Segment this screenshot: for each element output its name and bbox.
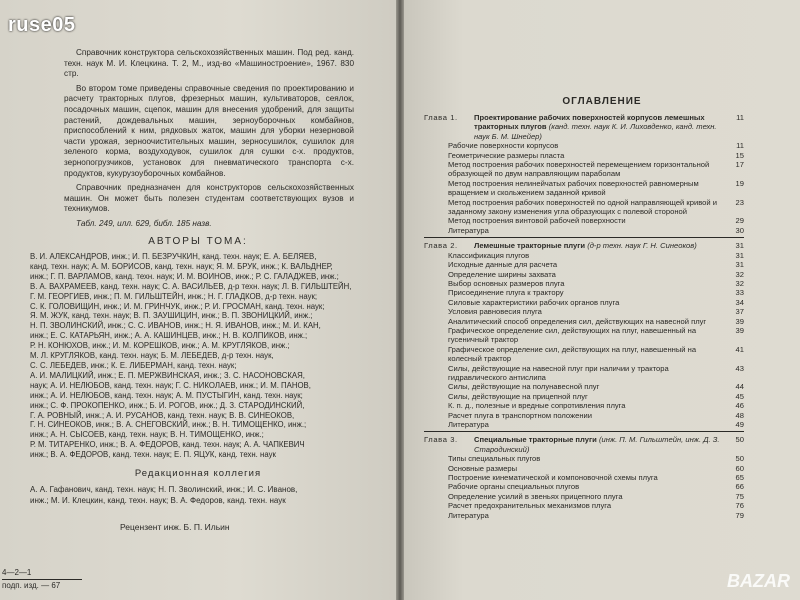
author-line: Я. М. ЖУК, канд. техн. наук; В. П. ЗАУШИЦИН, инж.; В. П. ЗВОНИЦКИЙ, инж.; bbox=[30, 311, 313, 321]
chapter-title: Проектирование рабочих поверхностей корпусов лемешных тракторных плугов bbox=[474, 113, 705, 132]
toc-item-page: 34 bbox=[735, 297, 744, 307]
toc-item-title: Силы, действующие на прицепной плуг bbox=[448, 391, 588, 401]
editorial-line: А. А. Гафанович, канд. техн. наук; Н. П. Зволинский, инж.; И. С. Иванов, bbox=[30, 485, 298, 494]
chapter-title-wrap bbox=[474, 113, 728, 141]
chapter-title: Специальные тракторные плуги bbox=[474, 435, 597, 445]
publication-code bbox=[2, 568, 82, 591]
toc-item bbox=[424, 260, 744, 269]
author-line: А. И. МАЛИЦКИЙ, инж.; Е. П. МЕРЖВИНСКАЯ, инж.; З. С. НАСОНОВСКАЯ, bbox=[30, 370, 305, 380]
toc-item bbox=[424, 501, 744, 510]
author-line: наук; А. И. НЕЛЮБОВ, канд. техн. наук; Г. С. НИКОЛАЕВ, инж.; И. М. ПАНОВ, bbox=[30, 380, 311, 390]
toc-item bbox=[424, 454, 744, 463]
toc-item-page: 46 bbox=[735, 401, 744, 411]
chapter-title: Лемешные тракторные плуги bbox=[474, 241, 586, 251]
abstract bbox=[64, 48, 354, 234]
chapter-heading bbox=[424, 241, 744, 250]
toc-item-title: Графическое определение сил, действующих на плуг, навешенный на гусеничный трактор bbox=[448, 325, 697, 345]
toc-item bbox=[424, 216, 744, 225]
table-of-contents bbox=[424, 110, 744, 520]
chapter-title-wrap bbox=[474, 435, 728, 454]
author-line: инж.; В. А. ФЕДОРОВ, канд. техн. наук; Е. П. ЯЦУК, канд. техн. наук bbox=[30, 450, 276, 460]
toc-item-page: 60 bbox=[735, 463, 744, 473]
toc-item-title: Определение ширины захвата bbox=[448, 269, 556, 279]
toc-item-page: 79 bbox=[735, 510, 744, 520]
author-line: С. К. ГОЛОВИЩИН, инж.; И. М. ГРИНЧУК, инж.; Р. И. ГРОСМАН, канд. техн. наук; bbox=[30, 301, 325, 311]
chapter-title-wrap bbox=[474, 241, 728, 250]
pubcode-line: 4—2—1 bbox=[2, 568, 32, 577]
toc-chapter bbox=[424, 241, 744, 429]
toc-item-title: Присоединение плуга к трактору bbox=[448, 288, 564, 298]
toc-item bbox=[424, 317, 744, 326]
toc-item-title: Классификация плугов bbox=[448, 250, 530, 260]
authors-title: АВТОРЫ ТОМА: bbox=[148, 236, 248, 247]
toc-item bbox=[424, 382, 744, 391]
toc-item-title: Рабочие поверхности корпусов bbox=[448, 141, 559, 151]
bibliographic-entry: Справочник конструктора сельскохозяйственных машин. Под ред. канд. техн. наук М. И. Клецкина. Т. 2, М., изд-во «Машиностроение», 1967. 830 стр. bbox=[64, 48, 354, 79]
watermark: ruse05 bbox=[8, 14, 76, 36]
toc-item-title: Расчет плуга в транспортном положении bbox=[448, 410, 593, 420]
toc-item-page: 76 bbox=[735, 501, 744, 511]
chapter-heading bbox=[424, 113, 744, 141]
author-line: инж.; С. Ф. ПРОКОПЕНКО, инж.; Б. И. РОГОВ, инж.; Д. З. СТАРОДИНСКИЙ, bbox=[30, 400, 305, 410]
author-line: Г. М. ГЕОРГИЕВ, инж.; П. М. ГИЛЬШТЕЙН, инж.; Н. Г. ГЛАДКОВ, д-р техн. наук; bbox=[30, 291, 318, 301]
toc-item-title: Литература bbox=[448, 420, 489, 429]
toc-item-title: Метод построения винтовой рабочей поверхности bbox=[448, 216, 626, 226]
toc-item-page: 43 bbox=[735, 363, 744, 373]
toc-item-title: Рабочие органы специальных плугов bbox=[448, 482, 580, 492]
toc-item bbox=[424, 411, 744, 420]
author-line: инж.; А. Н. СЫСОЕВ, канд. техн. наук; В. Н. ТИМОЩЕНКО, инж.; bbox=[30, 430, 264, 440]
toc-item bbox=[424, 151, 744, 160]
toc-item bbox=[424, 141, 744, 150]
author-line: М. Л. КРУГЛЯКОВ, канд. техн. наук; Б. М. ЛЕБЕДЕВ, д-р техн. наук, bbox=[30, 351, 274, 361]
toc-item bbox=[424, 270, 744, 279]
toc-item-page: 44 bbox=[735, 382, 744, 392]
toc-item-page: 33 bbox=[735, 288, 744, 298]
toc-item bbox=[424, 492, 744, 501]
toc-item bbox=[424, 226, 744, 235]
editorial-line: инж.; М. И. Клецкин, канд. техн. наук; В. А. Федоров, канд. техн. наук bbox=[30, 496, 286, 505]
author-line: инж.; А. И. НЕЛЮБОВ, канд. техн. наук; А. М. ПУСТЫГИН, канд. техн. наук; bbox=[30, 390, 303, 400]
toc-item bbox=[424, 179, 744, 198]
toc-item-page: 31 bbox=[735, 250, 744, 260]
toc-item-page: 41 bbox=[735, 344, 744, 354]
toc-item-title: Основные размеры bbox=[448, 463, 518, 473]
book-spine bbox=[396, 0, 404, 600]
toc-item-title: Метод построения рабочих поверхностей перемещением горизонтальной образующей по двум направляющим параболам bbox=[448, 160, 710, 179]
toc-item-title: Метод построения рабочих поверхностей по одной направляющей кривой и заданному закону изменения угла образующих с полевой стороной bbox=[448, 197, 717, 217]
author-line: С. С. ЛЕБЕДЕВ, инж.; К. Е. ЛИБЕРМАН, канд. техн. наук; bbox=[30, 360, 237, 370]
reviewer: Рецензент инж. Б. П. Ильин bbox=[120, 522, 230, 532]
toc-item-title: Условия равновесия плуга bbox=[448, 307, 542, 317]
toc-chapter bbox=[424, 435, 744, 520]
chapter-label: Глава 3. bbox=[424, 435, 458, 445]
toc-item-page: 29 bbox=[735, 216, 744, 226]
toc-item-page: 49 bbox=[735, 420, 744, 429]
toc-item bbox=[424, 364, 744, 383]
toc-item bbox=[424, 298, 744, 307]
toc-item-title: Графическое определение сил, действующих на плуг, навешенный на колесный трактор bbox=[448, 344, 697, 364]
toc-item-title: Литература bbox=[448, 510, 489, 520]
toc-divider bbox=[424, 431, 744, 432]
toc-item-title: Построение кинематической и компоновочной схемы плуга bbox=[448, 473, 658, 483]
marketplace-logo: BAZAR bbox=[727, 571, 790, 591]
toc-item-page: 32 bbox=[735, 269, 744, 279]
toc-item-page: 19 bbox=[735, 178, 744, 188]
toc-item-page: 65 bbox=[735, 473, 744, 483]
toc-item-title: К. п. д., полезные и вредные сопротивления плуга bbox=[448, 401, 626, 411]
chapter-authors: (канд. техн. наук К. И. Лиховденко, канд. техн. наук Б. М. Шнейер) bbox=[474, 122, 717, 141]
toc-item bbox=[424, 473, 744, 482]
toc-item-title: Выбор основных размеров плуга bbox=[448, 278, 565, 288]
toc-item bbox=[424, 160, 744, 179]
toc-item-page: 48 bbox=[735, 410, 744, 420]
toc-item-page: 39 bbox=[735, 325, 744, 335]
editorial-board bbox=[30, 484, 370, 506]
author-line: Г. А. РОВНЫЙ, инж.; А. И. РУСАНОВ, канд. техн. наук; В. В. СИНЕОКОВ, bbox=[30, 410, 295, 420]
pubcode-rule bbox=[2, 579, 82, 580]
toc-item bbox=[424, 464, 744, 473]
toc-item bbox=[424, 345, 744, 364]
audience-paragraph: Справочник предназначен для конструкторов сельскохозяйственных машин. Он может быть полезен студентам соответствующих вузов и техникумов. bbox=[64, 183, 354, 214]
toc-item-title: Аналитический способ определения сил, действующих на навесной плуг bbox=[448, 316, 707, 326]
toc-item-title: Геометрические размеры пласта bbox=[448, 150, 565, 160]
editorial-title: Редакционная коллегия bbox=[134, 468, 262, 479]
chapter-authors: (инж. П. М. Гильштейн, инж. Д. З. Стародинский) bbox=[474, 435, 720, 454]
toc-item-title: Исходные данные для расчета bbox=[448, 260, 558, 270]
toc-item-title: Типы специальных плугов bbox=[448, 454, 541, 464]
toc-item-title: Расчет предохранительных механизмов плуга bbox=[448, 501, 612, 511]
volume-stats: Табл. 249, илл. 629, библ. 185 назв. bbox=[76, 218, 212, 228]
toc-item-page: 37 bbox=[735, 307, 744, 317]
toc-item bbox=[424, 251, 744, 260]
toc-item-page: 32 bbox=[735, 278, 744, 288]
authors-list bbox=[30, 252, 360, 460]
toc-item-title: Определение усилий в звеньях прицепного плуга bbox=[448, 491, 623, 501]
toc-item-page: 23 bbox=[735, 197, 744, 207]
chapter-label: Глава 2. bbox=[424, 241, 458, 251]
toc-item-page: 39 bbox=[735, 316, 744, 326]
toc-item bbox=[424, 279, 744, 288]
toc-title: ОГЛАВЛЕНИЕ bbox=[562, 96, 642, 107]
toc-item-title: Силы, действующие на полунавесной плуг bbox=[448, 382, 600, 392]
author-line: Г. Н. СИНЕОКОВ, инж.; В. А. СНЕГОВСКИЙ, инж.; В. Н. ТИМОЩЕНКО, инж.; bbox=[30, 420, 307, 430]
author-line: инж.; Е. С. КАТАРЬЯН, инж.; А. А. КАШИНЦЕВ, инж.; Н. В. КОЛПИКОВ, инж.; bbox=[30, 331, 308, 341]
toc-item-title: Литература bbox=[448, 225, 489, 235]
toc-item-page: 30 bbox=[735, 225, 744, 235]
toc-item bbox=[424, 420, 744, 429]
author-line: В. А. ВАХРАМЕЕВ, канд. техн. наук; С. А. ВАСИЛЬЕВ, д-р техн. наук; Л. В. ГИЛЬШТЕЙН, bbox=[30, 281, 352, 291]
toc-item bbox=[424, 288, 744, 297]
author-line: В. И. АЛЕКСАНДРОВ, инж.; И. П. БЕЗРУЧКИН, канд. техн. наук; Е. А. БЕЛЯЕВ, bbox=[30, 252, 317, 261]
author-line: Р. М. ТИТАРЕНКО, инж.; В. А. ФЕДОРОВ, канд. техн. наук; А. А. ЧАПКЕВИЧ bbox=[30, 440, 305, 450]
toc-item bbox=[424, 392, 744, 401]
toc-item-page: 50 bbox=[735, 454, 744, 464]
toc-item-title: Силовые характеристики рабочих органов плуга bbox=[448, 297, 620, 307]
toc-chapter bbox=[424, 113, 744, 235]
abstract-paragraph: Во втором томе приведены справочные сведения по проектированию и расчету тракторных плугов, фрезерных машин, культиваторов, сеялок, посадочных машин, сцепок, машин для внесения удобрений, для защиты растений, дождевальных машин, зерноуборочных комбайнов, приспособлений к ним, рядковых жаток, машин для уборки незерновой части урожая, зерноочистительных машин, зерносушилок, сушилок для зеленого корма, воздуходувок, сушилок для сушки с-х. продуктов, зернопогрузчиков, установок для пневматического транспорта с-х. продуктов, кукурузоуборочных комбайнов. bbox=[64, 83, 354, 178]
toc-item-page: 31 bbox=[735, 260, 744, 270]
chapter-authors: (д-р техн. наук Г. Н. Синеоков) bbox=[587, 241, 697, 251]
toc-item-page: 75 bbox=[735, 491, 744, 501]
chapter-heading bbox=[424, 435, 744, 454]
toc-item-page: 11 bbox=[736, 141, 744, 151]
toc-item bbox=[424, 401, 744, 410]
chapter-page: 11 bbox=[736, 113, 744, 122]
author-line: инж.; Г. П. ВАРЛАМОВ, канд. техн. наук; И. М. ВОИНОВ, инж.; Р. С. ГАЛАДЖЕВ, инж.; bbox=[30, 271, 339, 281]
chapter-label: Глава 1. bbox=[424, 113, 458, 122]
toc-divider bbox=[424, 237, 744, 238]
toc-item-page: 17 bbox=[735, 160, 744, 170]
toc-item bbox=[424, 482, 744, 491]
toc-item-page: 15 bbox=[735, 150, 744, 160]
toc-item bbox=[424, 326, 744, 345]
toc-item-title: Силы, действующие на навесной плуг при наличии у трактора гидравлического антислипа bbox=[448, 363, 669, 382]
toc-item-title: Метод построения нелинейчатых рабочих поверхностей равномерным вращением и скольжением заданной кривой bbox=[448, 178, 699, 198]
pubcode-line: подп. изд. — 67 bbox=[2, 581, 61, 590]
toc-item-page: 66 bbox=[735, 482, 744, 492]
author-line: Н. П. ЗВОЛИНСКИЙ, инж.; С. С. ИВАНОВ, инж.; Н. Я. ИВАНОВ, инж.; М. И. КАН, bbox=[30, 321, 321, 331]
toc-item bbox=[424, 307, 744, 316]
toc-item-page: 45 bbox=[735, 391, 744, 401]
chapter-page: 31 bbox=[735, 241, 744, 251]
author-line: канд. техн. наук; А. М. БОРИСОВ, канд. техн. наук; Я. М. БРУК, инж.; К. ВАЛЬДНЕР, bbox=[30, 261, 333, 271]
toc-item bbox=[424, 198, 744, 217]
toc-item bbox=[424, 511, 744, 520]
author-line: Р. Н. КОНЮХОВ, инж.; И. М. КОРЕШКОВ, инж.; А. М. КРУГЛЯКОВ, инж.; bbox=[30, 341, 290, 351]
chapter-page: 50 bbox=[735, 435, 744, 445]
